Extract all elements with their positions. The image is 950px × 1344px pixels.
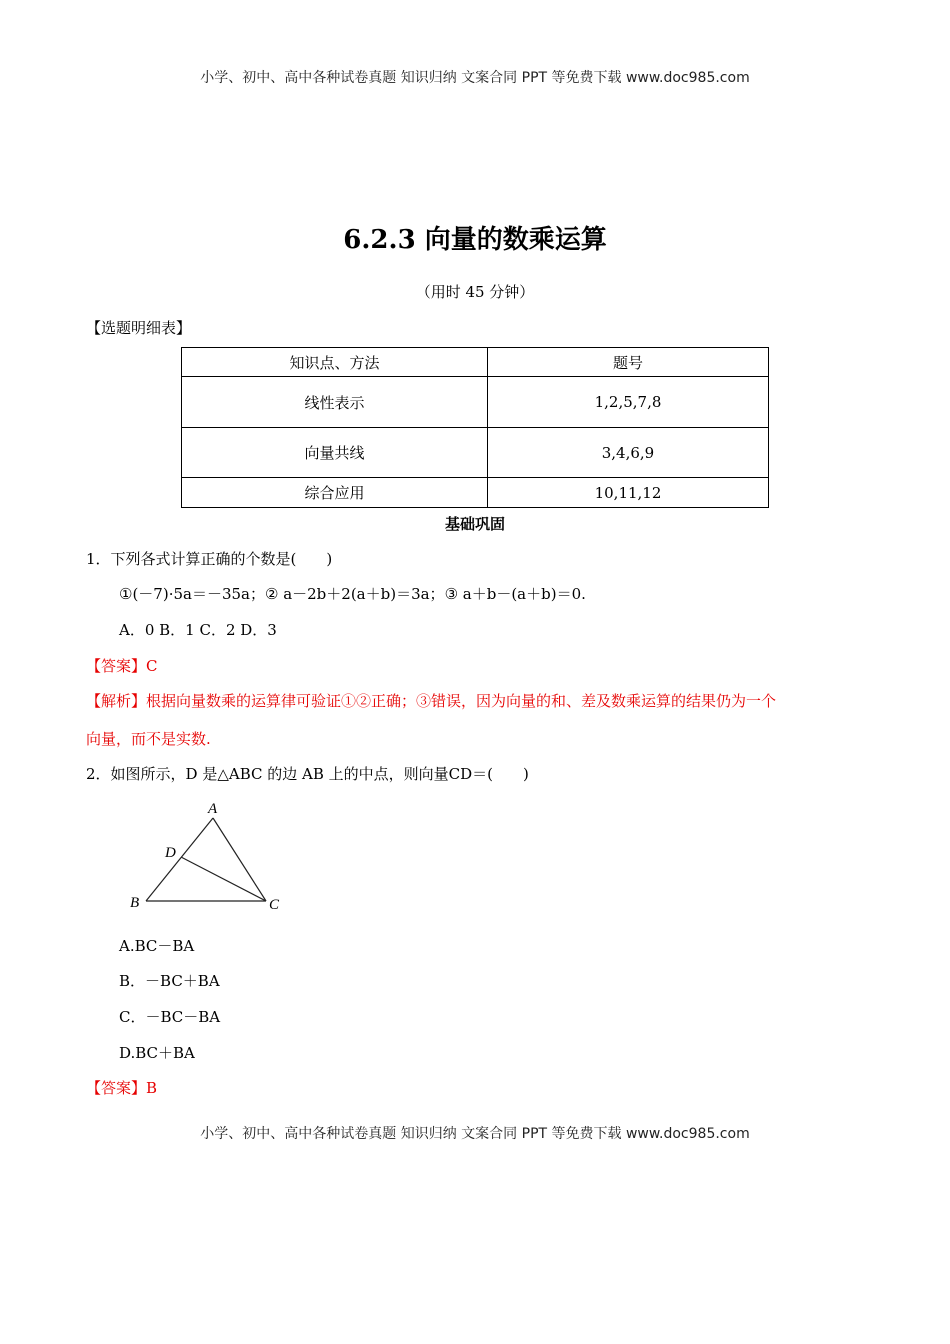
q2-stem: 2．如图所示，D 是△ABC 的边 AB 上的中点，则向量CD＝( )	[86, 765, 529, 783]
q2-option-d: D.BC＋BA	[119, 1044, 195, 1062]
answer-label: 【答案】	[86, 657, 147, 675]
q2-answer	[86, 1077, 157, 1098]
analysis-text: 根据向量数乘的运算律可验证①②正确；③错误，因为向量的和、差及数乘运算的结果仍为一个	[146, 692, 777, 710]
label-a: A	[208, 801, 218, 817]
q1-items: ①(－7)·5a＝－35a；② a－2b＋2(a＋b)＝3a；③ a＋b－(a＋b)＝0.	[119, 585, 586, 603]
page-footer: 小学、初中、高中各种试卷真题 知识归纳 文案合同 PPT 等免费下载 www.doc985.com	[200, 1126, 750, 1142]
table-cell: 1,2,5,7,8	[488, 377, 769, 428]
segment-cd	[181, 857, 266, 901]
q2-option-c: C．－BC－BA	[119, 1008, 221, 1026]
q1-analysis-cont: 向量，而不是实数.	[86, 730, 211, 748]
q1-stem: 1．下列各式计算正确的个数是( )	[86, 550, 333, 568]
side-ab	[146, 818, 213, 901]
q1-options: A．0 B．1 C．2 D．3	[119, 621, 277, 639]
page-title: 6.2.3 向量的数乘运算	[343, 225, 607, 255]
label-d: D	[165, 845, 176, 861]
answer-value: C	[146, 657, 158, 675]
table-cell: 向量共线	[182, 428, 488, 478]
label-b: B	[130, 895, 140, 911]
answer-value: B	[146, 1079, 158, 1097]
table-cell: 3,4,6,9	[488, 428, 769, 478]
table-header: 知识点、方法	[182, 348, 488, 377]
analysis-label: 【解析】	[86, 692, 147, 710]
table-caption: 【选题明细表】	[86, 319, 192, 337]
q2-option-a: A.BC－BA	[119, 937, 195, 955]
table-cell: 10,11,12	[488, 478, 769, 508]
label-c: C	[269, 897, 280, 913]
page-header: 小学、初中、高中各种试卷真题 知识归纳 文案合同 PPT 等免费下载 www.doc985.com	[200, 70, 750, 86]
section-title: 基础巩固	[444, 515, 505, 533]
table-header: 题号	[488, 348, 769, 377]
q2-option-b: B．－BC＋BA	[119, 972, 220, 990]
table-cell: 综合应用	[182, 478, 488, 508]
answer-label: 【答案】	[86, 1079, 147, 1097]
table-cell: 线性表示	[182, 377, 488, 428]
side-ac	[213, 818, 266, 901]
time-limit: （用时 45 分钟）	[415, 283, 535, 301]
